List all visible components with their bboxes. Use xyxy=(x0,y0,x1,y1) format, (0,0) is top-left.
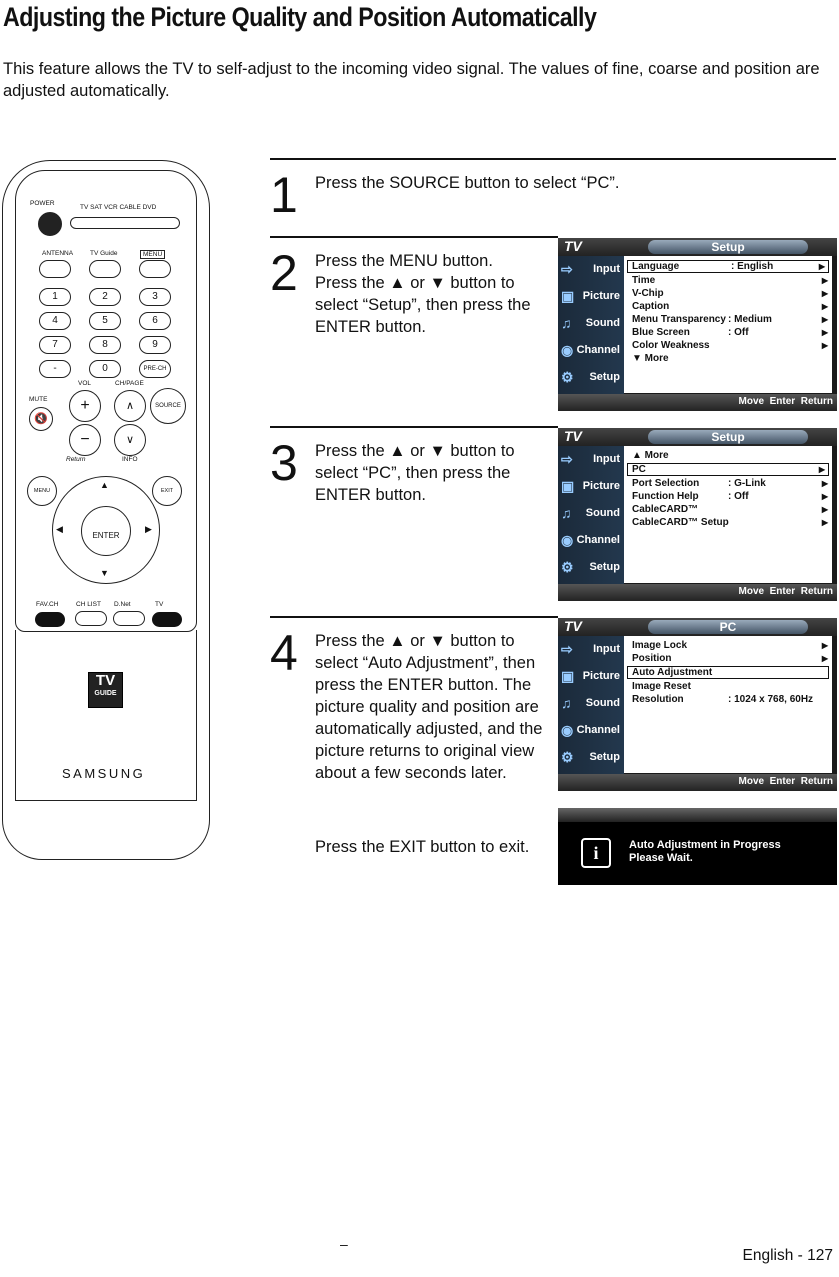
osd-menu-item-value: : Off xyxy=(728,327,749,338)
chevron-right-icon: ▶ xyxy=(821,641,828,650)
osd-menu-item-label: Time xyxy=(632,275,656,286)
step-number: 2 xyxy=(270,245,298,301)
osd-menu-item xyxy=(627,463,829,476)
osd-menu-item-label: Resolution xyxy=(632,694,684,705)
osd-sidebar-label: Input xyxy=(593,453,620,465)
digit-button: 2 xyxy=(89,288,121,306)
osd-menu-item xyxy=(624,339,832,352)
osd-sidebar-label: Picture xyxy=(582,670,620,682)
ch-up-button: ∧ xyxy=(114,390,146,422)
chevron-right-icon: ▶ xyxy=(821,505,828,514)
osd-menu-item xyxy=(624,477,832,490)
chlist-button xyxy=(75,611,107,626)
osd-hints xyxy=(739,396,833,407)
osd-menu-item-label: CableCARD™ Setup xyxy=(632,517,729,528)
osd-sidebar-item-input xyxy=(558,636,624,663)
osd-tv-label: TV xyxy=(564,618,582,634)
osd-menu-item-label: Auto Adjustment xyxy=(632,667,713,678)
tv-button xyxy=(152,612,182,627)
favch-button xyxy=(35,612,65,627)
osd-sidebar-item-channel xyxy=(558,337,624,364)
step-text: Press the SOURCE button to select “PC”. xyxy=(315,174,620,192)
mode-selector xyxy=(70,217,180,229)
remote-tvguide-label: TV Guide xyxy=(90,250,118,257)
osd-sidebar-label: Input xyxy=(593,643,620,655)
setup-icon: ⚙ xyxy=(561,749,574,765)
osd-tab: Setup xyxy=(648,430,808,444)
osd-menu-item xyxy=(624,449,832,462)
osd-sidebar-label: Sound xyxy=(585,697,620,709)
hint-enter: Enter xyxy=(769,586,796,597)
osd-sidebar xyxy=(558,256,624,394)
tvguide-button xyxy=(89,260,121,278)
osd-menu-item xyxy=(627,666,829,679)
osd-sidebar-item-setup xyxy=(558,554,624,581)
osd-menu-item xyxy=(624,490,832,503)
info-label: INFO xyxy=(122,456,138,463)
osd-menu-item-label: Function Help xyxy=(632,491,699,502)
osd-tv-label: TV xyxy=(564,428,582,444)
osd-menu-item-label: CableCARD™ xyxy=(632,504,699,515)
digit-button: 1 xyxy=(39,288,71,306)
osd-sidebar-label: Setup xyxy=(589,371,620,383)
osd-sidebar-label: Channel xyxy=(576,724,620,736)
hint-enter: Enter xyxy=(769,776,796,787)
osd-sidebar-label: Picture xyxy=(582,290,620,302)
down-arrow-icon: ▼ xyxy=(100,568,109,578)
remote-antenna-label: ANTENNA xyxy=(42,250,74,257)
step-divider xyxy=(270,158,836,160)
vol-up-button: + xyxy=(69,390,101,422)
tv-label: TV xyxy=(155,601,164,608)
osd-menu-item-value: : Off xyxy=(728,491,749,502)
dash-button: - xyxy=(39,360,71,378)
step-number: 4 xyxy=(270,625,298,681)
digit-button: 6 xyxy=(139,312,171,330)
osd-sidebar-item-sound xyxy=(558,500,624,527)
osd-sidebar xyxy=(558,446,624,584)
osd-sidebar-item-input xyxy=(558,256,624,283)
input-icon: ⇨ xyxy=(561,451,573,467)
hint-move: Move xyxy=(738,586,765,597)
osd-menu-item xyxy=(624,326,832,339)
digit-button: 9 xyxy=(139,336,171,354)
osd-tv-label: TV xyxy=(564,238,582,254)
channel-icon: ◉ xyxy=(561,722,574,738)
osd-hint-bar xyxy=(558,774,837,791)
hint-move: Move xyxy=(738,776,765,787)
chevron-right-icon: ▶ xyxy=(818,465,825,474)
osd-tab: PC xyxy=(648,620,808,634)
osd-menu-item-label: Image Lock xyxy=(632,640,688,651)
remote-control-illustration xyxy=(2,160,210,860)
osd-menu-item xyxy=(624,352,832,365)
osd-menu-item xyxy=(624,503,832,516)
osd-menu xyxy=(624,636,832,773)
osd-sidebar-label: Sound xyxy=(585,507,620,519)
input-icon: ⇨ xyxy=(561,641,573,657)
digit-button: 4 xyxy=(39,312,71,330)
osd-setup-pc-screen xyxy=(558,428,837,601)
step-number: 3 xyxy=(270,435,298,491)
osd-menu-item-label: PC xyxy=(632,464,646,475)
osd-menu-item-label: V-Chip xyxy=(632,288,664,299)
source-button: SOURCE xyxy=(150,388,186,424)
menu-side-button: MENU xyxy=(27,476,57,506)
osd-sidebar-label: Setup xyxy=(589,751,620,763)
osd-sidebar-label: Channel xyxy=(576,344,620,356)
osd-menu-item xyxy=(624,274,832,287)
remote-menu-label: MENU xyxy=(140,250,165,259)
chpage-label: CH/PAGE xyxy=(115,380,144,387)
osd-menu-item xyxy=(624,652,832,665)
vol-label: VOL xyxy=(78,380,92,387)
osd-menu-item-label: Image Reset xyxy=(632,681,691,692)
osd-pc-screen xyxy=(558,618,837,791)
page-title: Adjusting the Picture Quality and Position Automatically xyxy=(3,2,597,32)
return-label: Return xyxy=(66,456,86,463)
osd-sidebar xyxy=(558,636,624,774)
digit-button: 7 xyxy=(39,336,71,354)
chlist-label: CH LIST xyxy=(76,601,101,608)
osd-sidebar-item-sound xyxy=(558,690,624,717)
step-text: Press the MENU button. Press the ▲ or ▼ button to select “Setup”, then press the ENTER button. xyxy=(315,252,531,336)
osd-sidebar-label: Sound xyxy=(585,317,620,329)
picture-icon: ▣ xyxy=(561,668,575,684)
page-footer: English - 127 xyxy=(742,1247,833,1264)
step-text: Press the ▲ or ▼ button to select “Auto Adjustment”, then press the ENTER button. The picture quality and position are automatically adjusted, and the picture returns to original view about a few seconds later. xyxy=(315,632,543,782)
osd-menu-item-label: ▼ More xyxy=(632,353,669,364)
osd-sidebar-label: Picture xyxy=(582,480,620,492)
brand-name: SAMSUNG xyxy=(62,766,146,781)
chevron-right-icon: ▶ xyxy=(821,518,828,527)
osd-menu-item-value: : 1024 x 768, 60Hz xyxy=(728,694,814,705)
setup-icon: ⚙ xyxy=(561,369,574,385)
step-divider xyxy=(270,616,558,618)
osd-menu xyxy=(624,446,832,583)
sound-icon: ♫ xyxy=(561,505,572,521)
osd-sidebar-item-channel xyxy=(558,527,624,554)
chevron-right-icon: ▶ xyxy=(821,479,828,488)
sound-icon: ♫ xyxy=(561,695,572,711)
hint-return: Return xyxy=(800,396,833,407)
osd-sidebar-label: Input xyxy=(593,263,620,275)
step-divider xyxy=(270,236,558,238)
left-arrow-icon: ◀ xyxy=(56,524,63,534)
osd-sidebar-label: Channel xyxy=(576,534,620,546)
dnet-button xyxy=(113,611,145,626)
chevron-right-icon: ▶ xyxy=(821,341,828,350)
ch-down-button: ∨ xyxy=(114,424,146,456)
osd-menu-item xyxy=(624,300,832,313)
digit-button: 5 xyxy=(89,312,121,330)
setup-icon: ⚙ xyxy=(561,559,574,575)
exit-side-button: EXIT xyxy=(152,476,182,506)
chevron-right-icon: ▶ xyxy=(821,492,828,501)
chevron-right-icon: ▶ xyxy=(821,276,828,285)
osd-sidebar-item-picture xyxy=(558,663,624,690)
digit-button: 0 xyxy=(89,360,121,378)
osd-menu-item-label: Menu Transparency xyxy=(632,314,726,325)
osd-menu-item-label: ▲ More xyxy=(632,450,669,461)
chevron-right-icon: ▶ xyxy=(821,654,828,663)
power-button xyxy=(38,212,62,236)
dnet-label: D.Net xyxy=(114,601,131,608)
message-title-bar xyxy=(558,808,837,822)
osd-menu-item xyxy=(624,639,832,652)
osd-sidebar-item-setup xyxy=(558,364,624,391)
osd-sidebar-item-picture xyxy=(558,283,624,310)
digit-button: 3 xyxy=(139,288,171,306)
remote-mode-labels: TV SAT VCR CABLE DVD xyxy=(80,204,157,211)
chevron-right-icon: ▶ xyxy=(821,302,828,311)
osd-menu-item-label: Position xyxy=(632,653,672,664)
hint-enter: Enter xyxy=(769,396,796,407)
osd-tab: Setup xyxy=(648,240,808,254)
hint-return: Return xyxy=(800,776,833,787)
osd-menu-item xyxy=(624,313,832,326)
osd-menu-item xyxy=(624,680,832,693)
right-arrow-icon: ▶ xyxy=(145,524,152,534)
picture-icon: ▣ xyxy=(561,478,575,494)
up-arrow-icon: ▲ xyxy=(100,480,109,490)
osd-sidebar-item-picture xyxy=(558,473,624,500)
exit-instruction: Press the EXIT button to exit. xyxy=(315,838,530,856)
osd-menu-item xyxy=(624,287,832,300)
osd-hint-bar xyxy=(558,394,837,411)
osd-sidebar-item-input xyxy=(558,446,624,473)
sound-icon: ♫ xyxy=(561,315,572,331)
osd-sidebar-label: Setup xyxy=(589,561,620,573)
intro-paragraph: This feature allows the TV to self-adjust to the incoming video signal. The values of fine, coarse and position are adjusted automatically. xyxy=(3,60,820,100)
hint-move: Move xyxy=(738,396,765,407)
osd-menu-item-value: : G-Link xyxy=(728,478,766,489)
step-text: Press the ▲ or ▼ button to select “PC”, then press the ENTER button. xyxy=(315,442,515,504)
favch-label: FAV.CH xyxy=(36,601,59,608)
chevron-right-icon: ▶ xyxy=(821,315,828,324)
chevron-right-icon: ▶ xyxy=(821,289,828,298)
osd-hint-bar xyxy=(558,584,837,601)
osd-setup-screen xyxy=(558,238,837,411)
info-icon: i xyxy=(581,838,611,868)
osd-menu-item-label: Color Weakness xyxy=(632,340,710,351)
tvguide-logo xyxy=(88,672,123,708)
prech-button: PRE-CH xyxy=(139,360,171,378)
antenna-button xyxy=(39,260,71,278)
osd-menu-item-label: Caption xyxy=(632,301,670,312)
digit-button: 8 xyxy=(89,336,121,354)
step-number: 1 xyxy=(270,167,298,223)
osd-menu-item xyxy=(627,260,829,273)
osd-hints xyxy=(739,586,833,597)
message-line-2: Please Wait. xyxy=(629,852,693,864)
chevron-right-icon: ▶ xyxy=(821,328,828,337)
step-divider xyxy=(270,426,558,428)
osd-menu-item xyxy=(624,693,832,706)
progress-message-box xyxy=(558,808,837,885)
osd-sidebar-item-channel xyxy=(558,717,624,744)
input-icon: ⇨ xyxy=(561,261,573,277)
picture-icon: ▣ xyxy=(561,288,575,304)
tvguide-logo-sub: GUIDE xyxy=(94,690,117,697)
osd-sidebar-item-sound xyxy=(558,310,624,337)
osd-menu-item-label: Port Selection xyxy=(632,478,700,489)
step-1 xyxy=(270,158,836,228)
mute-icon: 🔇 xyxy=(29,407,53,431)
menu-button xyxy=(139,260,171,278)
tvguide-logo-text: TV xyxy=(95,672,116,689)
enter-button: ENTER xyxy=(81,506,131,556)
osd-menu-item xyxy=(624,516,832,529)
page-dash: – xyxy=(340,1236,348,1252)
hint-return: Return xyxy=(800,586,833,597)
osd-menu-item-label: Language xyxy=(632,261,680,272)
channel-icon: ◉ xyxy=(561,342,574,358)
chevron-right-icon: ▶ xyxy=(818,262,825,271)
osd-menu-item-value: : Medium xyxy=(728,314,772,325)
mute-label: MUTE xyxy=(29,396,48,403)
osd-menu xyxy=(624,256,832,393)
vol-down-button: − xyxy=(69,424,101,456)
message-line-1: Auto Adjustment in Progress xyxy=(629,839,781,851)
osd-sidebar-item-setup xyxy=(558,744,624,771)
osd-menu-item-value: : English xyxy=(731,261,774,272)
message-text xyxy=(629,839,781,865)
channel-icon: ◉ xyxy=(561,532,574,548)
remote-power-label: POWER xyxy=(30,200,55,207)
osd-menu-item-label: Blue Screen xyxy=(632,327,690,338)
osd-hints xyxy=(739,776,833,787)
